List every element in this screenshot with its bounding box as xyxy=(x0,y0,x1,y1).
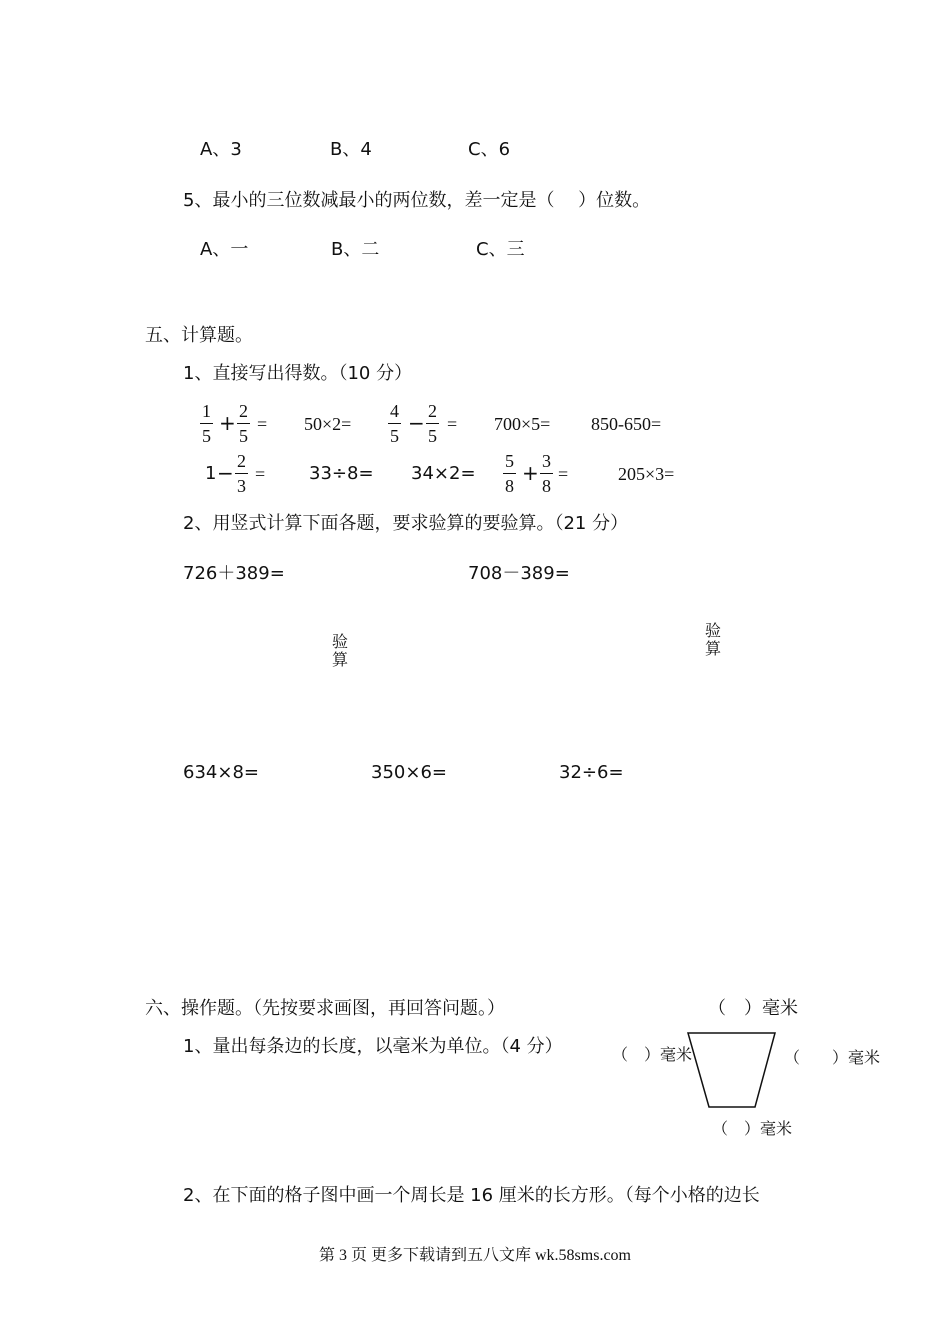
equals-sign: = xyxy=(255,464,266,484)
equals-sign: = xyxy=(558,464,569,484)
q5-option-a: A、一 xyxy=(200,239,249,260)
fraction-denominator: 8 xyxy=(505,476,514,496)
q4-option-a: A、3 xyxy=(200,139,242,160)
fraction-denominator: 8 xyxy=(542,476,551,496)
equals-sign: = xyxy=(257,414,268,434)
plus-sign: + xyxy=(522,461,539,485)
section6-sub1: 1、量出每条边的长度，以毫米为单位。（4 分） xyxy=(183,1036,563,1057)
fraction-denominator: 5 xyxy=(390,426,399,446)
section6-sub2: 2、在下面的格子图中画一个周长是 16 厘米的长方形。（每个小格的边长 xyxy=(183,1185,760,1206)
fraction-denominator: 5 xyxy=(239,426,248,446)
section5-sub2: 2、用竖式计算下面各题，要求验算的要验算。（21 分） xyxy=(183,513,629,534)
section5-title: 五、计算题。 xyxy=(145,325,253,346)
expr-850-650: 850-650= xyxy=(591,414,662,434)
minus-sign: − xyxy=(408,411,425,435)
fraction-numerator: 3 xyxy=(540,452,553,474)
expr-205x3: 205×3= xyxy=(618,464,675,484)
expr-33div8: 33÷8= xyxy=(309,463,374,484)
label-left-side: （ ）毫米 xyxy=(612,1045,693,1064)
problem-726-plus-389: 726＋389= xyxy=(183,563,285,584)
expr-700x5: 700×5= xyxy=(494,414,551,434)
q5-question: 5、最小的三位数减最小的两位数，差一定是（ ）位数。 xyxy=(183,190,651,211)
q5-option-c: C、三 xyxy=(476,239,525,260)
q4-option-b: B、4 xyxy=(330,139,372,160)
fraction-numerator: 5 xyxy=(503,452,516,474)
expr-50x2: 50×2= xyxy=(304,414,352,434)
number-one: 1 xyxy=(205,463,217,484)
expr-34x2: 34×2= xyxy=(411,463,476,484)
q4-option-c: C、6 xyxy=(468,139,511,160)
problem-708-minus-389: 708－389= xyxy=(468,563,570,584)
fraction-numerator: 2 xyxy=(426,402,439,424)
check-label-2: 验算 xyxy=(704,621,721,658)
check-label-1: 验算 xyxy=(331,632,348,669)
section6-title: 六、操作题。（先按要求画图，再回答问题。） xyxy=(145,998,505,1019)
fraction-denominator: 3 xyxy=(237,476,246,496)
label-bottom-side: （ ）毫米 xyxy=(712,1119,793,1138)
problem-350x6: 350×6= xyxy=(371,762,447,783)
fraction-denominator: 5 xyxy=(202,426,211,446)
trapezoid-shape xyxy=(688,1033,775,1107)
problem-32div6: 32÷6= xyxy=(559,762,624,783)
page-footer: 第 3 页 更多下载请到五八文库 wk.58sms.com xyxy=(318,1247,631,1264)
plus-sign: + xyxy=(219,411,236,435)
fraction-numerator: 4 xyxy=(388,402,401,424)
fraction-denominator: 5 xyxy=(428,426,437,446)
fraction-numerator: 2 xyxy=(237,402,250,424)
label-top-side: （ ）毫米 xyxy=(708,998,798,1019)
minus-sign: − xyxy=(217,461,234,485)
fraction-numerator: 2 xyxy=(235,452,248,474)
label-right-side: （ ）毫米 xyxy=(784,1048,881,1067)
equals-sign: = xyxy=(447,414,458,434)
fraction-numerator: 1 xyxy=(200,402,213,424)
q5-option-b: B、二 xyxy=(331,239,380,260)
section5-sub1: 1、直接写出得数。（10 分） xyxy=(183,363,413,384)
problem-634x8: 634×8= xyxy=(183,762,259,783)
